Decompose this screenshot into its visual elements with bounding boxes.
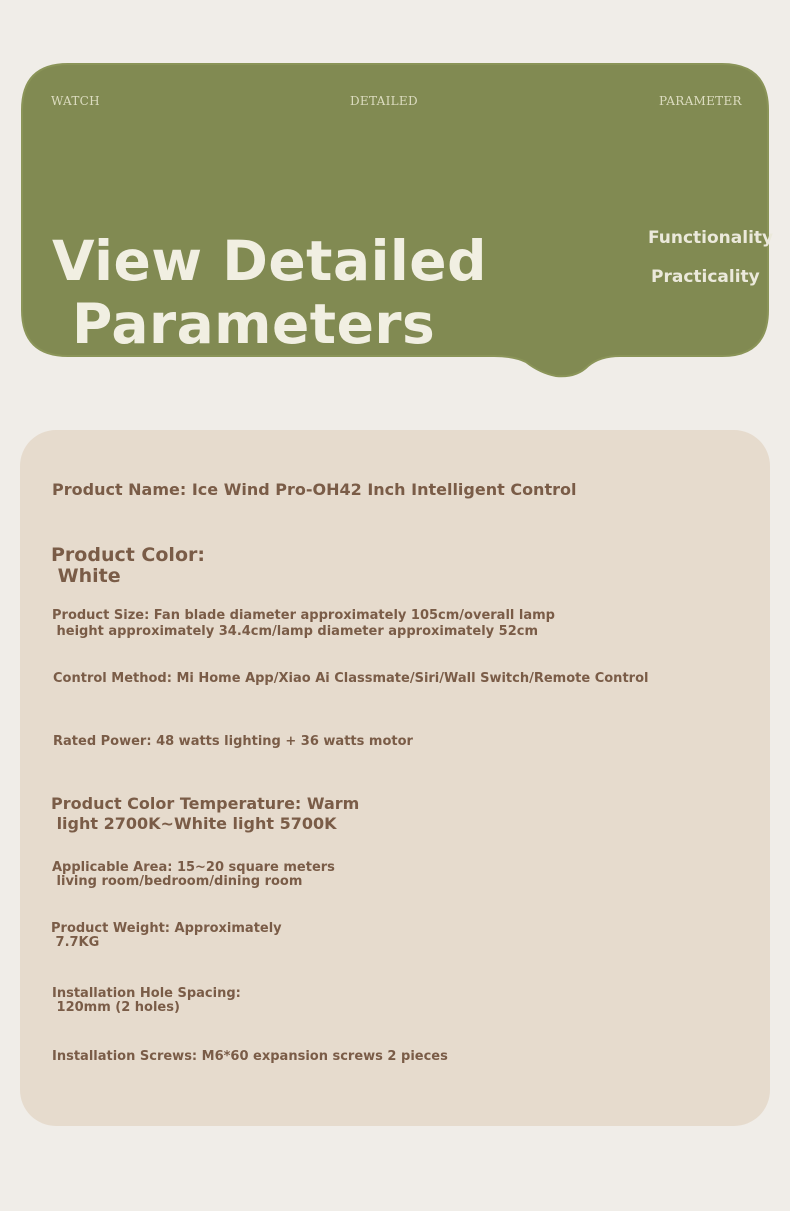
- param-product-name: Product Name: Ice Wind Pro-OH42 Inch Intelligent Control: [52, 480, 577, 499]
- nav-parameter: PARAMETER: [659, 94, 742, 108]
- parameters-panel: [20, 430, 770, 1126]
- tag-practicality: Practicality: [651, 267, 760, 287]
- param-product-size: Product Size: Fan blade diameter approximately 105cm/overall lamp height approximately 34.4cm/lamp diameter approximately 52cm: [52, 608, 555, 639]
- tag-functionality: Functionality: [648, 228, 774, 248]
- param-product-weight: Product Weight: Approximately 7.7KG: [51, 921, 282, 950]
- param-hole-spacing: Installation Hole Spacing: 120mm (2 holes): [52, 986, 241, 1015]
- param-applicable-area: Applicable Area: 15~20 square meters living room/bedroom/dining room: [52, 860, 335, 889]
- nav-detailed: DETAILED: [350, 94, 418, 108]
- title-line-1: View Detailed: [52, 229, 487, 293]
- page-title: [52, 230, 487, 356]
- param-installation-screws: Installation Screws: M6*60 expansion screws 2 pieces: [52, 1049, 448, 1064]
- nav-watch: WATCH: [51, 94, 100, 108]
- param-control-method: Control Method: Mi Home App/Xiao Ai Classmate/Siri/Wall Switch/Remote Control: [53, 671, 649, 686]
- param-rated-power: Rated Power: 48 watts lighting + 36 watts motor: [53, 734, 413, 749]
- param-color-temperature: Product Color Temperature: Warm light 2700K~White light 5700K: [51, 794, 360, 833]
- title-line-2: Parameters: [72, 292, 436, 356]
- hero-banner: [20, 62, 774, 380]
- param-product-color: Product Color: White: [51, 544, 205, 587]
